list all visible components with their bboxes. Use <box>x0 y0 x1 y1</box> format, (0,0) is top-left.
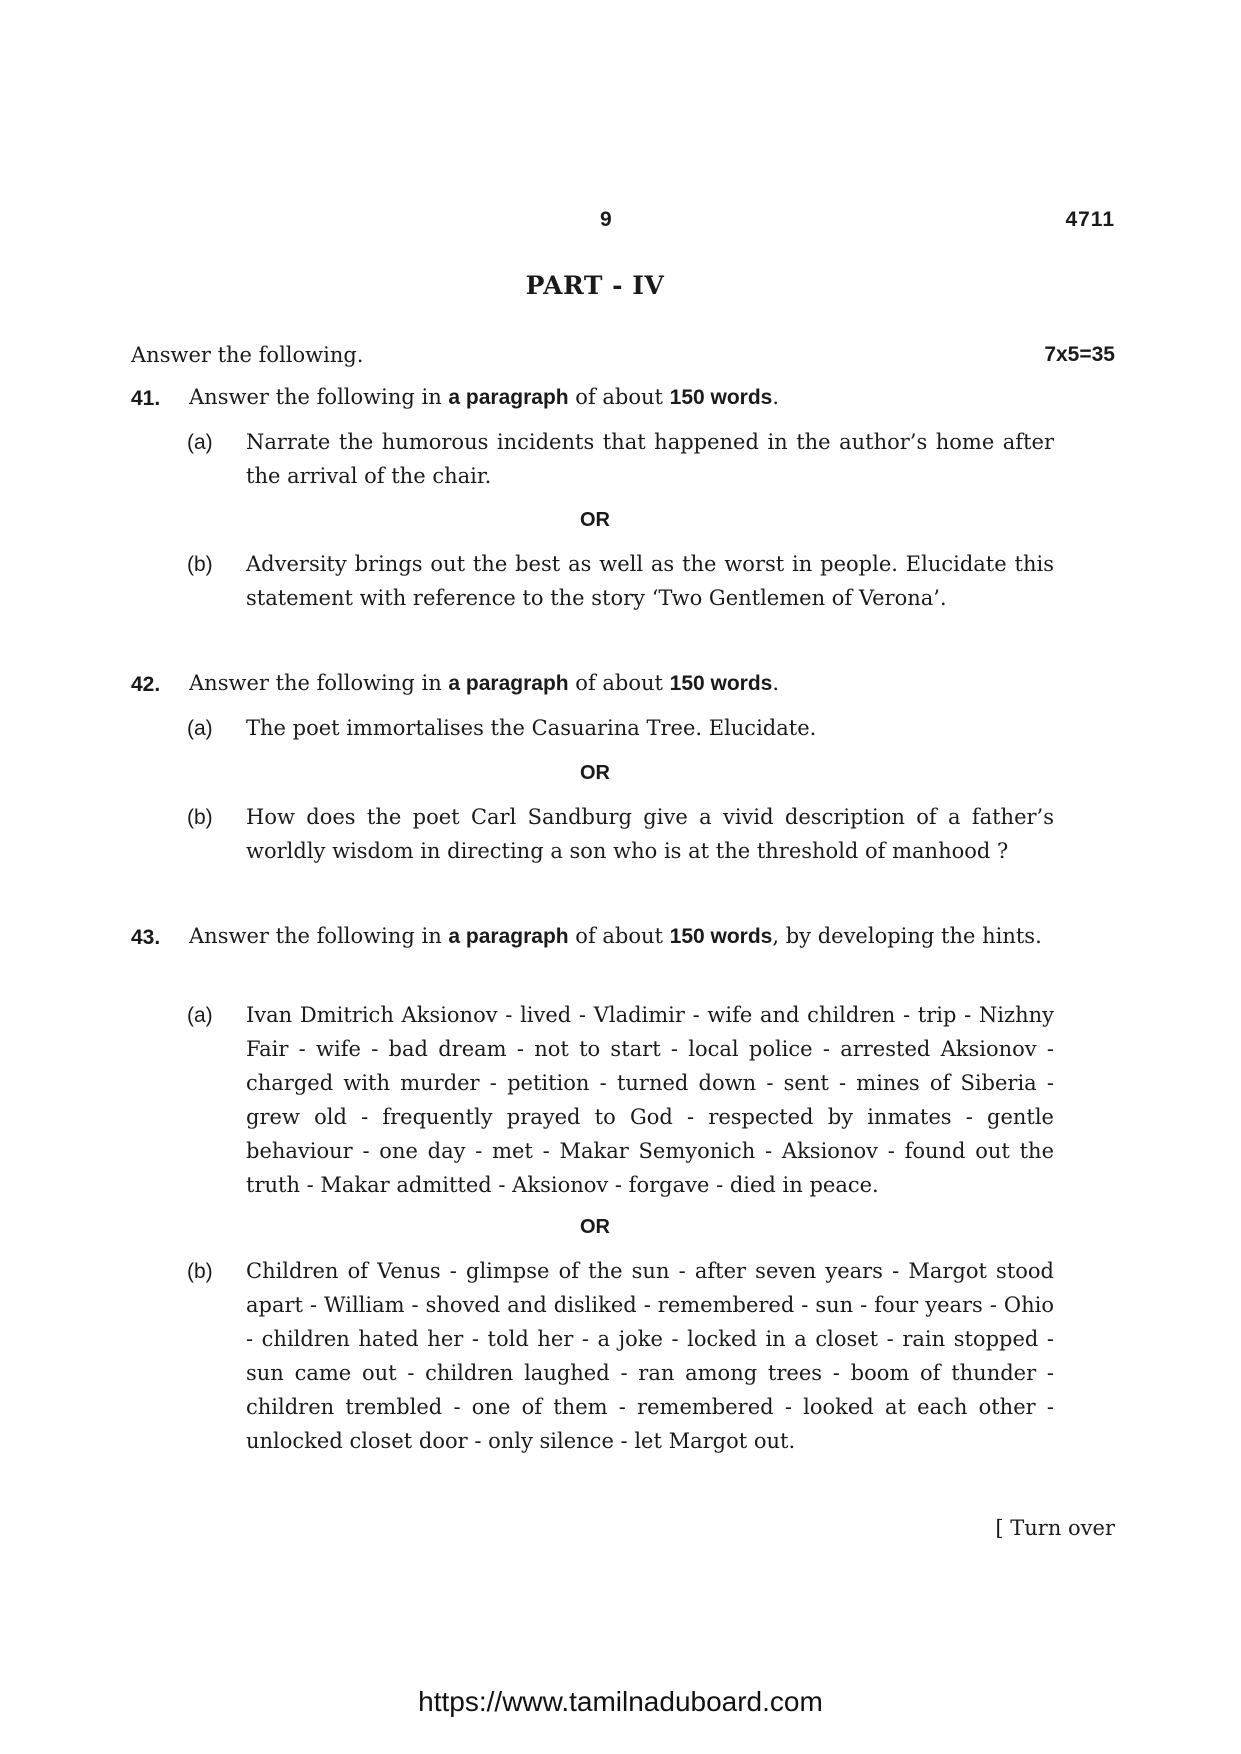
option-label: (a) <box>187 1004 213 1027</box>
page-number: 9 <box>600 208 612 231</box>
footer-url[interactable]: https://www.tamilnaduboard.com <box>418 1686 823 1717</box>
question-prompt <box>189 920 1054 953</box>
turn-over-note: [ Turn over <box>995 1516 1115 1540</box>
option-text: Narrate the humorous incidents that happened in the author’s home after the arrival of the chair. <box>246 430 1054 488</box>
option-text: Adversity brings out the best as well as the worst in people. Elucidate this statement with reference to the story ‘Two Gentlemen of Verona’. <box>246 552 1054 610</box>
prompt-text: Answer the following in <box>189 671 449 695</box>
marks-scheme: 7x5=35 <box>1044 343 1115 366</box>
prompt-text: , by developing the hints. <box>772 924 1042 948</box>
option-label: (b) <box>187 1260 213 1283</box>
prompt-text: of about <box>568 385 670 409</box>
prompt-text: Answer the following in <box>189 385 449 409</box>
prompt-text: of about <box>568 671 670 695</box>
option-label: (a) <box>187 431 213 454</box>
option-label: (b) <box>187 806 213 829</box>
question-prompt <box>189 381 1054 414</box>
option-text: Children of Venus - glimpse of the sun - after seven years - Margot stood apart - William - shoved and disliked - remembered - sun - four years - Ohio - children hated her - told her - a joke - locked in a closet - rain stopped - sun came out - children laughed - ran among trees - boom of thunder - children trembled - one of them - remembered - looked at each other - unlocked closet door - only silence - let Margot out. <box>246 1259 1054 1453</box>
prompt-text: . <box>772 671 780 695</box>
option-text: Ivan Dmitrich Aksionov - lived - Vladimir - wife and children - trip - Nizhny Fair - wife - bad dream - not to start - local police - arrested Aksionov - charged with murder - petition - turned down - sent - mines of Siberia - grew old - frequently prayed to God - respected by inmates - gentle behaviour - one day - met - Makar Semyonich - Aksionov - found out the truth - Makar admitted - Aksionov - forgave - died in peace. <box>246 1003 1054 1197</box>
question-number: 41. <box>131 387 161 410</box>
prompt-text: . <box>772 385 780 409</box>
prompt-text: of about <box>568 924 670 948</box>
prompt-bold: 150 words <box>669 925 773 948</box>
or-divider: OR <box>580 509 610 531</box>
option-text: The poet immortalises the Casuarina Tree. Elucidate. <box>246 716 817 740</box>
prompt-bold: 150 words <box>669 672 773 695</box>
question-number: 42. <box>131 673 161 696</box>
prompt-bold: 150 words <box>669 386 773 409</box>
prompt-bold: a paragraph <box>448 672 569 695</box>
option-text: How does the poet Carl Sandburg give a vivid description of a father’s worldly wisdom in directing a son who is at the threshold of manhood ? <box>246 805 1054 863</box>
prompt-bold: a paragraph <box>448 386 569 409</box>
or-divider: OR <box>580 762 610 784</box>
option-label: (a) <box>187 717 213 740</box>
option-label: (b) <box>187 553 213 576</box>
prompt-bold: a paragraph <box>448 925 569 948</box>
or-divider: OR <box>580 1216 610 1238</box>
question-number: 43. <box>131 926 161 949</box>
prompt-text: Answer the following in <box>189 924 449 948</box>
question-prompt <box>189 667 1054 700</box>
part-title: PART - IV <box>525 271 665 300</box>
instruction: Answer the following. <box>131 343 364 367</box>
paper-code: 4711 <box>1065 208 1115 231</box>
